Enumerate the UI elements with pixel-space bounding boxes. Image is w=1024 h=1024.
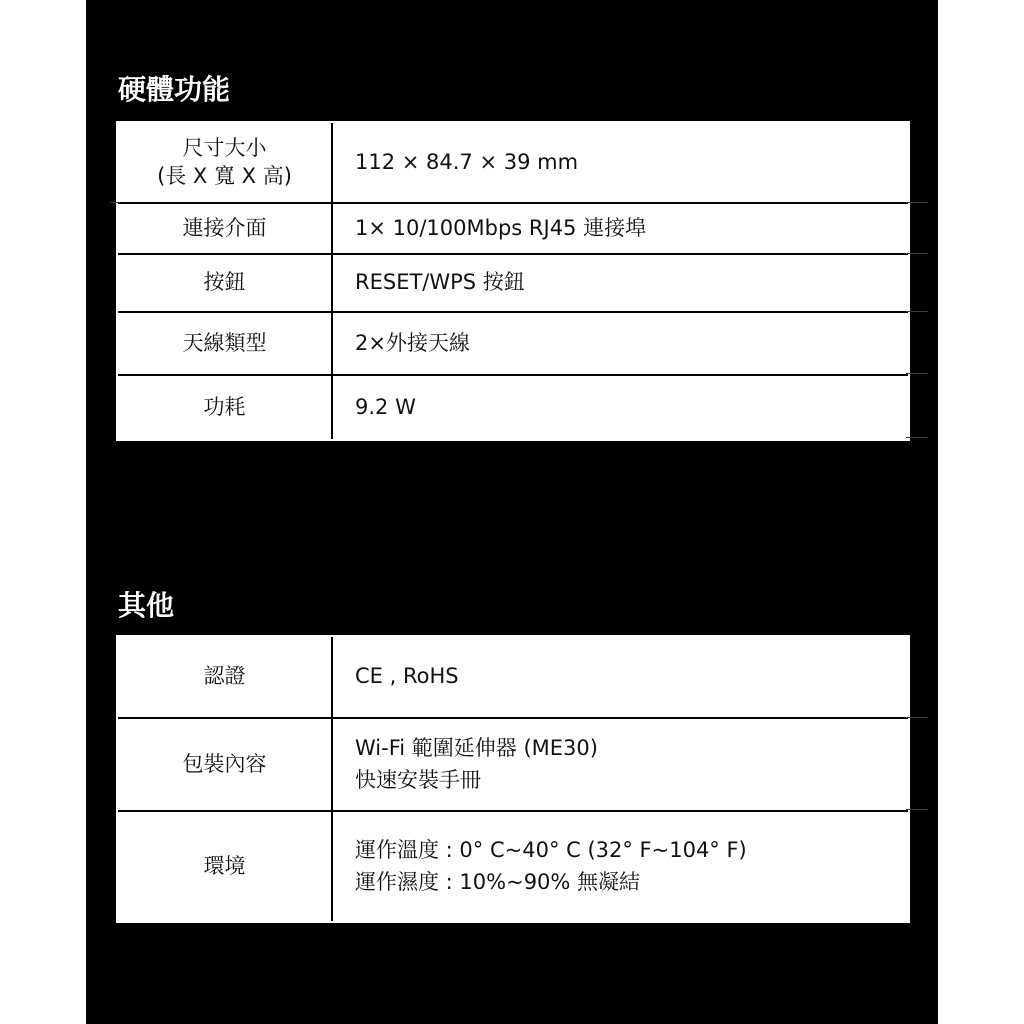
- hardware-section-title: 硬體功能: [118, 73, 231, 106]
- table-row: [118, 123, 908, 204]
- table-row: [118, 637, 908, 719]
- table-row: [118, 812, 908, 921]
- row-value: [333, 719, 908, 810]
- table-row: [118, 719, 908, 812]
- row-value: [333, 637, 908, 717]
- row-value-line: 9.2 W: [355, 394, 416, 419]
- row-value-line: CE , RoHS: [355, 664, 459, 689]
- row-separator-tick: [906, 253, 928, 254]
- row-value: [333, 123, 908, 202]
- table-row: [118, 255, 908, 313]
- row-value: [333, 313, 908, 374]
- row-label: [118, 637, 333, 717]
- row-value-line: 快速安裝手冊: [355, 767, 481, 792]
- row-label-line: 尺寸大小: [182, 136, 267, 161]
- row-label: [118, 812, 333, 921]
- row-separator-tick: [906, 311, 928, 312]
- row-separator-tick: [110, 202, 120, 203]
- other-spec-table: [116, 635, 910, 923]
- row-label-line: 包裝內容: [182, 751, 267, 776]
- row-value: [333, 204, 908, 253]
- row-label-line: (長 X 寬 X 高): [157, 163, 292, 188]
- row-separator-tick: [906, 809, 928, 810]
- row-value-line: 運作溫度 : 0° C~40° C (32° F~104° F): [355, 838, 747, 862]
- row-value: [333, 255, 908, 311]
- row-value-line: 2×外接天線: [355, 330, 470, 355]
- row-label-line: 功耗: [203, 394, 246, 419]
- row-separator-tick: [906, 717, 928, 718]
- row-label-line: 認證: [203, 664, 246, 689]
- row-label: [118, 255, 333, 311]
- row-value: [333, 812, 908, 921]
- row-label: [118, 313, 333, 374]
- row-label-line: 天線類型: [182, 330, 267, 355]
- row-value-line: 1× 10/100Mbps RJ45 連接埠: [355, 215, 647, 240]
- row-separator-tick: [906, 437, 928, 438]
- table-row: [118, 376, 908, 439]
- row-label-line: 按鈕: [203, 270, 246, 295]
- row-separator-tick: [906, 202, 928, 203]
- hardware-spec-table: [116, 121, 910, 441]
- row-label: [118, 376, 333, 439]
- row-label-line: 連接介面: [182, 215, 267, 240]
- row-label: [118, 719, 333, 810]
- row-label: [118, 204, 333, 253]
- row-value-line: 運作濕度 : 10%~90% 無凝結: [355, 869, 641, 894]
- other-section-title: 其他: [118, 589, 175, 622]
- row-value-line: 112 × 84.7 × 39 mm: [355, 149, 579, 174]
- row-value-line: Wi-Fi 範圍延伸器 (ME30): [355, 736, 598, 760]
- table-row: [118, 204, 908, 255]
- row-separator-tick: [906, 373, 928, 374]
- row-label-line: 環境: [203, 853, 246, 878]
- row-label: [118, 123, 333, 202]
- row-value-line: RESET/WPS 按鈕: [355, 270, 525, 295]
- row-value: [333, 376, 908, 439]
- table-row: [118, 313, 908, 376]
